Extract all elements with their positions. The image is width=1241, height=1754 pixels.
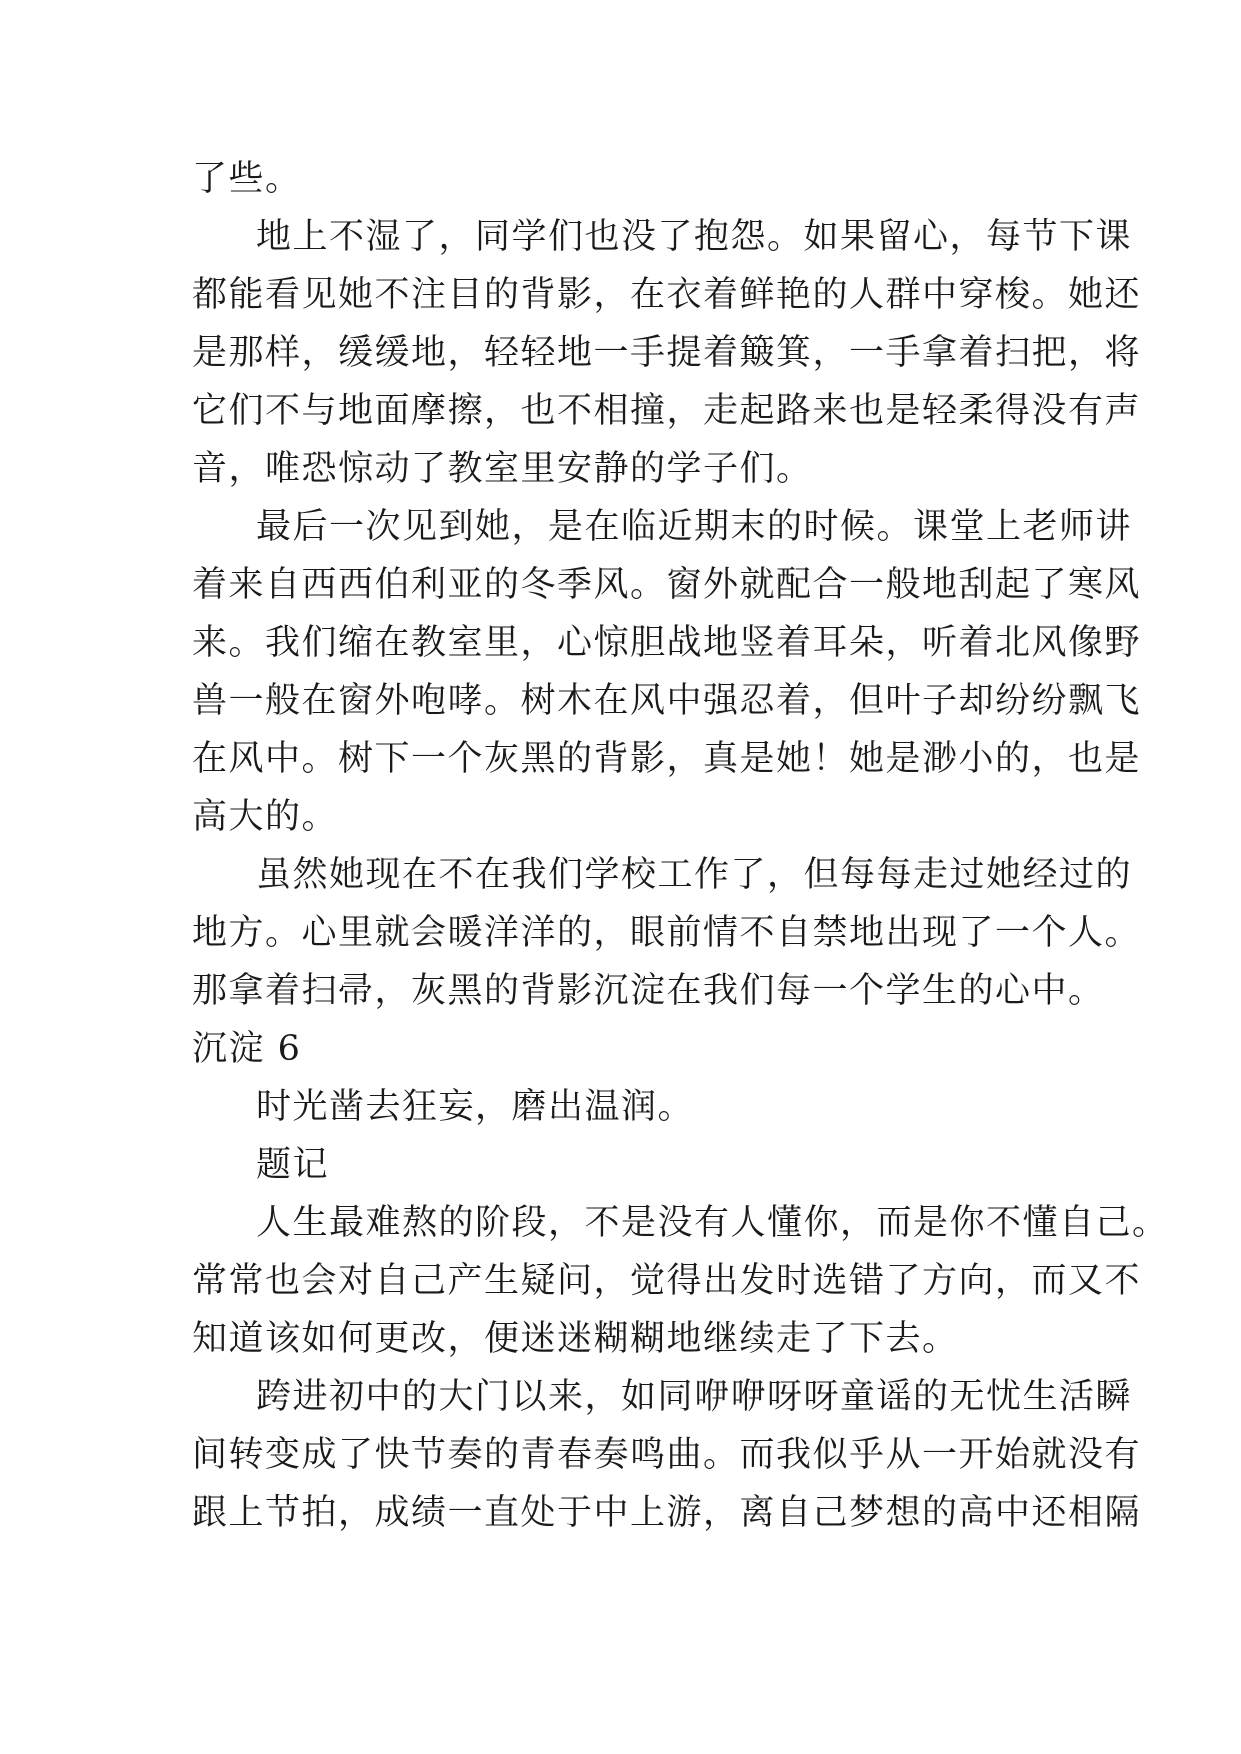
epigraph-line: 时光凿去狂妄，磨出温润。 bbox=[256, 1087, 695, 1127]
text-line: 高大的。 bbox=[192, 797, 339, 837]
text-line: 常常也会对自己产生疑问，觉得出发时选错了方向，而又不 bbox=[192, 1261, 1142, 1301]
text-line: 间转变成了快节奏的青春奏鸣曲。而我似乎从一开始就没有 bbox=[192, 1435, 1142, 1475]
text-line: 那拿着扫帚，灰黑的背影沉淀在我们每一个学生的心中。 bbox=[192, 971, 1105, 1011]
section-heading: 沉淀 6 bbox=[192, 1029, 302, 1069]
text-line: 知道该如何更改，便迷迷糊糊地继续走了下去。 bbox=[192, 1319, 959, 1359]
text-line: 都能看见她不注目的背影，在衣着鲜艳的人群中穿梭。她还 bbox=[192, 275, 1142, 315]
text-line: 跟上节拍，成绩一直处于中上游，离自己梦想的高中还相隔 bbox=[192, 1493, 1142, 1533]
paragraph-start-line: 人生最难熬的阶段，不是没有人懂你，而是你不懂自己。 bbox=[256, 1203, 1169, 1243]
text-line: 它们不与地面摩擦，也不相撞，走起路来也是轻柔得没有声 bbox=[192, 391, 1142, 431]
text-line: 了些。 bbox=[192, 159, 302, 199]
text-line: 在风中。树下一个灰黑的背影，真是她！她是渺小的，也是 bbox=[192, 739, 1142, 779]
paragraph-start-line: 虽然她现在不在我们学校工作了，但每每走过她经过的 bbox=[256, 855, 1133, 895]
text-line: 是那样，缓缓地，轻轻地一手提着簸箕，一手拿着扫把，将 bbox=[192, 333, 1142, 373]
text-line: 音，唯恐惊动了教室里安静的学子们。 bbox=[192, 449, 813, 489]
text-line: 来。我们缩在教室里，心惊胆战地竖着耳朵，听着北风像野 bbox=[192, 623, 1142, 663]
text-line: 兽一般在窗外咆哮。树木在风中强忍着，但叶子却纷纷飘飞 bbox=[192, 681, 1142, 721]
paragraph-start-line: 地上不湿了，同学们也没了抱怨。如果留心，每节下课 bbox=[256, 217, 1133, 257]
paragraph-start-line: 最后一次见到她，是在临近期末的时候。课堂上老师讲 bbox=[256, 507, 1133, 547]
text-line: 着来自西西伯利亚的冬季风。窗外就配合一般地刮起了寒风 bbox=[192, 565, 1142, 605]
paragraph-start-line: 跨进初中的大门以来，如同咿咿呀呀童谣的无忧生活瞬 bbox=[256, 1377, 1133, 1417]
epigraph-label: 题记 bbox=[256, 1145, 330, 1185]
text-line: 地方。心里就会暖洋洋的，眼前情不自禁地出现了一个人。 bbox=[192, 913, 1142, 953]
